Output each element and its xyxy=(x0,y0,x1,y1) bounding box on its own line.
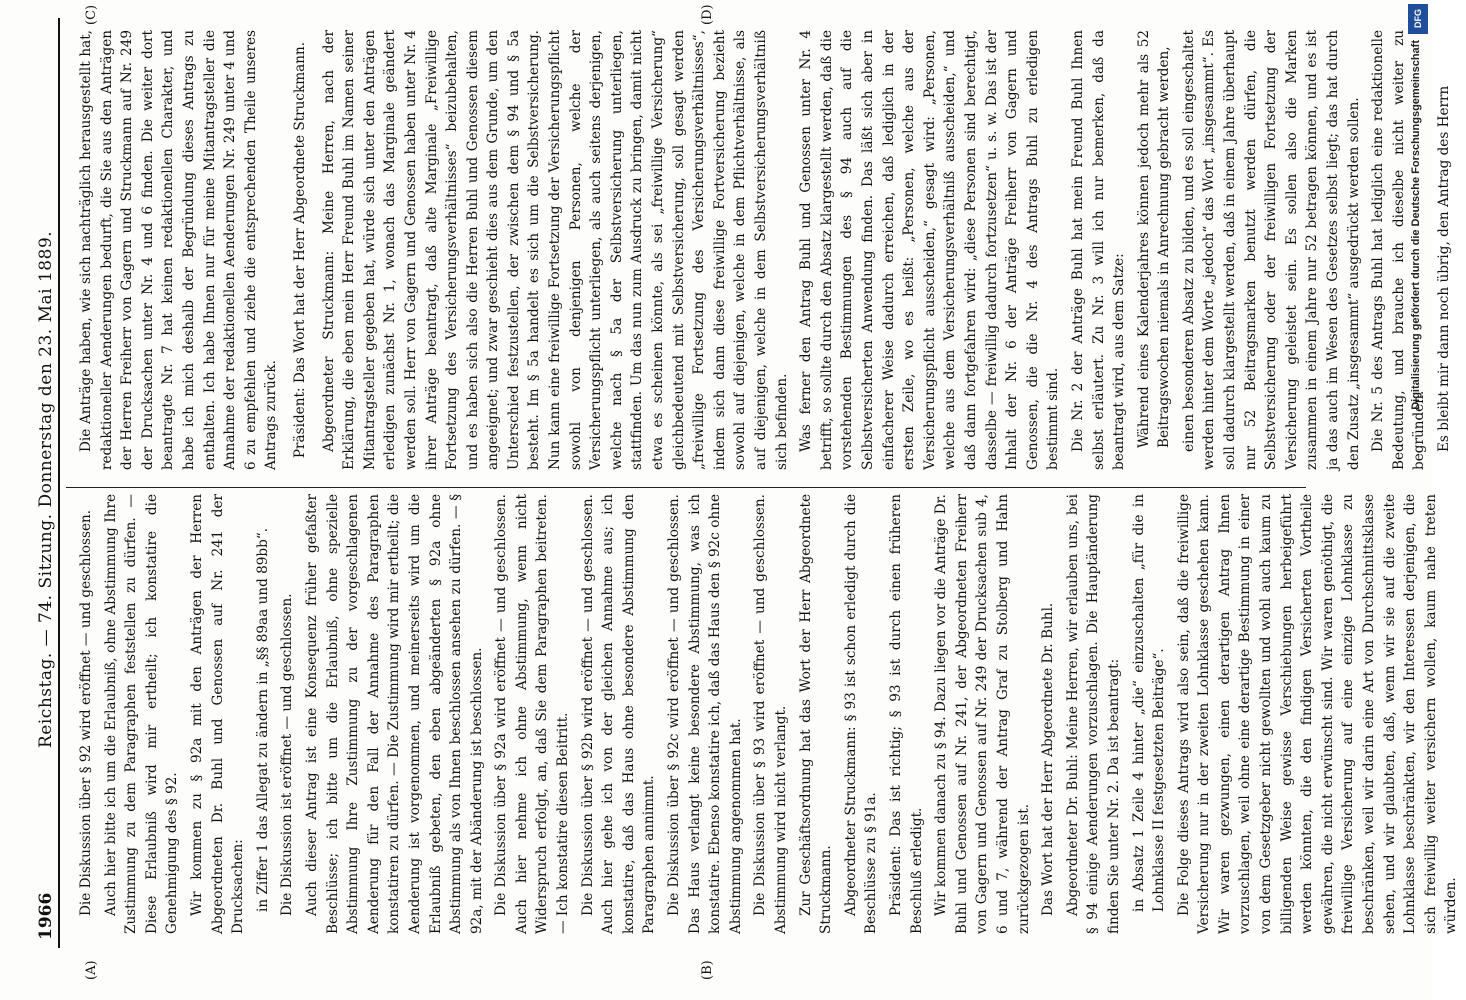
paragraph: Wir kommen danach zu § 94. Dazu liegen vor die Anträge Dr. Buhl und Genossen auf Nr. 241, der Abgeordneten Freiherr von Gagern und Genossen auf Nr. 249 der Drucksachen sub 4, 6 und 7, während der Antrag Graf zu Stolberg und Hahn zurückgezogen ist. xyxy=(933,494,1032,934)
paragraph: Die Diskussion über § 92 wird eröffnet — und geschlossen. xyxy=(78,509,94,916)
paragraph: Was ferner den Antrag Buhl und Genossen unter Nr. 4 betrifft, so sollte durch den Absatz klargestellt werden, daß die vorstehenden Bestimmungen des § 94 auch auf die Selbstversicherten Anwendung finden. Das läßt sich aber in einfacherer Weise dadurch erreichen, daß lediglich in der ersten Zeile, wo es heißt: „Personen, welche aus der Versicherungspflicht ausscheiden,“ gesagt wird: „Personen, welche aus dem Versicherungsverhältniß ausscheiden,“ und daß dann fortgefahren wird: „diese Personen sind berechtigt, dasselbe — freiwillig dadurch fortzusetzen“ u. s. w. Das ist der Inhalt der Nr. 6 der Anträge Freiherr von Gagern und Genossen, die die Nr. 4 des Antrags Buhl zu erledigen bestimmt sind. xyxy=(798,30,1062,470)
paragraph: Auch hier bitte ich um die Erlaubniß, ohne Abstimmung Ihre Zustimmung zu dem Paragraphen feststellen zu dürfen. — Diese Erlaubniß wird mir ertheilt; ich konstatire die Genehmigung des § 92. xyxy=(102,494,181,934)
paragraph: Die Nr. 5 des Antrags Buhl hat lediglich eine redaktionelle Bedeutung, und brauche ich dieselbe nicht weiter zu begründen. xyxy=(1370,30,1428,470)
speaker-paragraph: Abgeordneter Struckmann: § 93 ist schon erledigt durch die Beschlüsse zu § 91a. xyxy=(842,494,880,934)
running-title: Reichstag. — 74. Sitzung. Donnerstag den 23. Mai 1889. xyxy=(36,230,56,748)
margin-marker-a: (A) xyxy=(84,960,99,980)
speaker-paragraph: Abgeordneter Struckmann: Meine Herren, nach der Erklärung, die eben mein Herr Freund Buhl im Namen seiner Mitantragsteller gegeben hat, würde sich unter den Anträgen erledigen zunächst Nr. 1, wonach das Marginale geändert werden soll. Herr von Gagern und Genossen haben unter Nr. 4 ihrer Anträge beantragt, daß alte Marginale „Freiwillige Fortsetzung des Versicherungsverhältnisses“ beizubehalten, und es haben sich also die Herren Buhl und Genossen diesem angeeignet; und zwar geschieht dies aus dem Grunde, um den Unterschied festzustellen, der zwischen dem § 94 und § 5a besteht. Im § 5a handelt es sich um die Selbstversicherung. Nun kann eine freiwillige Fortsetzung der Versicherungspflicht sowohl von denjenigen Personen, welche der Versicherungspflicht unterliegen, als auch seitens derjenigen, welche nach § 5a der Selbstversicherung unterliegen, stattfinden. Um das nun zum Ausdruck zu bringen, damit nicht etwa es scheinen könnte, als sei „freiwillige Versicherung“ gleichbedeutend mit Selbstversicherung, soll gesagt werden „freiwillige Fortsetzung des Versicherungsverhältnisses“, indem sich dann diese freiwillige Fortversicherung bezieht sowohl auf diejenigen, welche in dem Pflichtverhältnisse, als auf diejenigen, welche in dem Selbstversicherungsverhältniß sich befinden. xyxy=(320,30,790,470)
quoted-text: Während eines Kalenderjahres können jedoch mehr als 52 Beitragswochen niemals in Anrechnung gebracht werden, xyxy=(1135,30,1173,448)
paragraph: einen besonderen Absatz zu bilden, und es soll eingeschaltet werden hinter dem Worte „jedoch“ das Wort „insgesammt“. Es soll dadurch klargestellt werden, daß in einem Jahre überhaupt nur 52 Beitragsmarken benutzt werden dürfen, die Selbstversicherung oder der freiwilligen Fortsetzung der Versicherung geleistet sein. Es sollen also die Marken zusammen in einem Jahre nur 52 betragen können, und es ist ja das auch im Wesen des Gesetzes selbst liegt; das hat durch den Zusatz „insgesammt“ ausgedrückt werden sollen. xyxy=(1180,30,1362,470)
paragraph: Die Diskussion über § 92a wird eröffnet — und geschlossen. Auch hier nehme ich ohne Abstimmung, wenn nicht Widerspruch erfolgt, an, daß Sie dem Paragraphen beitreten. — Ich konstatire diesen Beitritt. xyxy=(493,494,572,934)
dfg-logo: DFG xyxy=(1408,4,1428,34)
paragraph: Es bleibt mir dann noch übrig, den Antrag des Herrn xyxy=(1436,85,1452,452)
header-rule xyxy=(58,18,60,948)
column-divider xyxy=(66,487,1306,488)
speaker-paragraph: Abgeordneter Dr. Buhl: Meine Herren, wir erlauben uns, bei § 94 einige Aenderungen vorzuschlagen. Die Hauptänderung finden Sie unter Nr. 2. Da ist beantragt: xyxy=(1064,494,1122,934)
left-column xyxy=(76,494,1466,934)
paragraph: Die Anträge haben, wie sich nachträglich herausgestellt hat, redaktioneller Aenderungen bedurft, die Sie aus den Anträgen der Herren Freiherr von Gagern und Struckmann auf Nr. 249 der Drucksachen unter Nr. 4 und 6 finden. Die weiter dort beantragte Nr. 7 hat keinen redaktionellen Charakter, und habe ich mich deshalb der Begründung dieses Antrags zu enthalten. Ich habe Ihnen nur für meine Mitantragsteller die Annahme der redaktionellen Aenderungen Nr. 249 unter 4 und 6 zu empfehlen und ziehe die entsprechenden Theile unseres Antrags zurück. xyxy=(78,30,280,470)
paragraph: Auch dieser Antrag ist eine Konsequenz früher gefaßter Beschlüsse; ich bitte um die Erlaubniß, ohne spezielle Abstimmung Ihre Zustimmung zu der vorgeschlagenen Aenderung für den Fall der Annahme des Paragraphen konstatiren zu dürfen. — Die Zustimmung wird mir ertheilt; die Aenderung ist vorgenommen, und meinerseits wird um die Erlaubniß gebeten, den eben abgeänderten § 92a ohne Abstimmung als von Ihnen beschlossen ansehen zu dürfen. — § 92a, mit der Abänderung ist beschlossen. xyxy=(303,494,485,934)
paragraph: Die Diskussion ist eröffnet — und geschlossen. xyxy=(279,593,296,916)
paragraph: Die Diskussion über § 92c wird eröffnet — und geschlossen. Das Haus verlangt keine besondere Abstimmung, was ich konstatire. Ebenso konstatire ich, daß das Haus den § 92c ohne Abstimmung angenommen hat. xyxy=(666,494,744,934)
digitization-credit: Digitalisierung gefördert durch die Deutsche Forschungsgemeinschaft xyxy=(1410,40,1422,410)
paragraph: Die Diskussion über § 92b wird eröffnet — und geschlossen. Auch hier gehe ich von der gleichen Annahme aus; ich konstatire, daß das Haus ohne besondere Abstimmung den Paragraphen annimmt. xyxy=(579,494,658,934)
quoted-motion: in Ziffer 1 das Allegat zu ändern in „§§ 89aa und 89bb“. xyxy=(254,527,271,912)
paragraph: Das Wort hat der Herr Abgeordnete Dr. Buhl. xyxy=(1040,602,1057,916)
paragraph: Zur Geschäftsordnung hat das Wort der Herr Abgeordnete Struckmann. xyxy=(797,494,835,934)
page-number: 1966 xyxy=(36,892,56,940)
right-column xyxy=(76,30,1459,470)
speaker-paragraph: Präsident: Das ist richtig; § 93 ist durch einen früheren Beschluß erledigt. xyxy=(887,494,925,934)
margin-marker-c: (C) xyxy=(84,4,99,25)
paragraph: Die Diskussion über § 93 wird eröffnet — und geschlossen. Abstimmung wird nicht verlangt. xyxy=(752,494,789,934)
paragraph: Wir kommen zu § 92a mit den Anträgen der Herren Abgeordneten Dr. Buhl und Genossen auf Nr. 241 der Drucksachen: xyxy=(188,494,247,934)
margin-marker-d: (D) xyxy=(700,4,715,25)
dfg-sidebar xyxy=(1404,0,1432,1000)
paragraph: Die Folge dieses Antrags wird also sein, daß die freiwillige Versicherung nur in der zweiten Lohnklasse geschehen kann. Wir waren gezwungen, einen derartigen Antrag Ihnen vorzuschlagen, weil ohne eine derartige Bestimmung in einer von dem Gesetzgeber nicht gewollten und wohl auch kaum zu billigenden Weise gewisse Verschiebungen herbeigeführt werden könnten, die den findigen Versicherten Vortheile gewähren, die nicht erwünscht sind. Wir waren genöthigt, die freiwillige Versicherung auf eine einzige Lohnklasse zu beschränken, weil wir darin eine Art von Durchschnittsklasse sehen, und wir glaubten, daß, wenn wir sie auf die zweite Lohnklasse beschränkten, wir den Interessen derjenigen, die sich freiwillig weiter versichern wollen, kaum nahe treten würden. xyxy=(1175,494,1460,934)
quoted-motion: in Absatz 1 Zeile 4 hinter „die“ einzuschalten „für die in Lohnklasse II festgesetzten Beiträge“. xyxy=(1130,494,1168,912)
margin-marker-b: (B) xyxy=(700,960,715,980)
page-header xyxy=(36,18,58,948)
paragraph: Die Nr. 2 der Anträge Buhl hat mein Freund Buhl Ihnen selbst erläutert. Zu Nr. 3 will ich nur bemerken, daß da beantragt wird, aus dem Satze: xyxy=(1069,30,1128,470)
speaker-paragraph: Präsident: Das Wort hat der Herr Abgeordnete Struckmann. xyxy=(291,41,308,459)
